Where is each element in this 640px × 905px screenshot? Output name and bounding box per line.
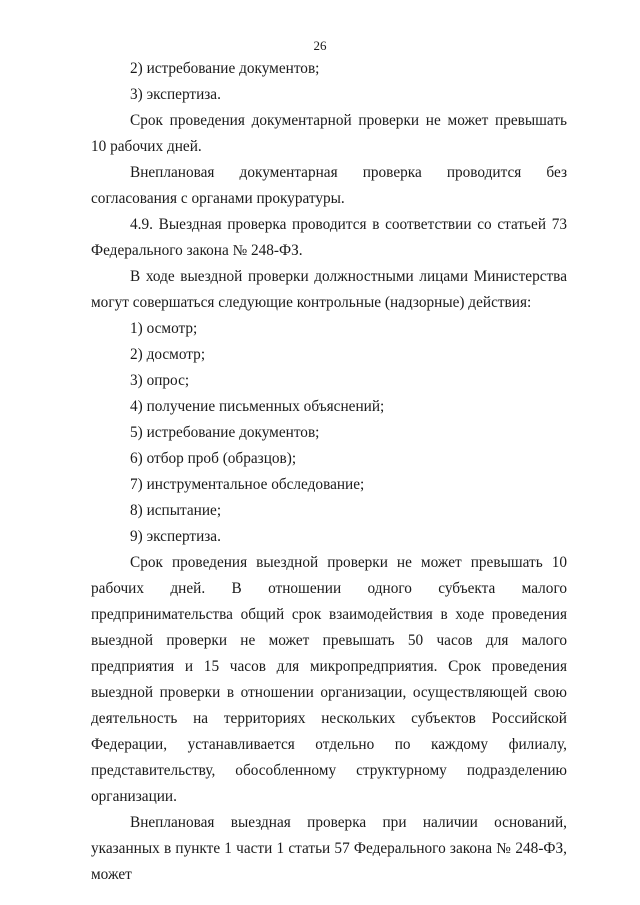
- paragraph-documentary-term: Срок проведения документарной проверки не может превышать 10 рабочих дней.: [91, 112, 567, 155]
- list-item-expertise-2: 9) экспертиза.: [130, 528, 221, 545]
- list-item-testing: 8) испытание;: [130, 502, 222, 519]
- list-item-documents-request-2: 5) истребование документов;: [130, 424, 320, 441]
- paragraph-control-actions-intro: В ходе выездной проверки должностными лицами Министерства могут совершаться следующие контрольные (надзорные) действия:: [91, 268, 567, 311]
- list-item-survey: 3) опрос;: [130, 372, 190, 389]
- page-number: 26: [313, 38, 327, 53]
- paragraph-unscheduled-onsite: Внеплановая выездная проверка при наличии оснований, указанных в пункте 1 части 1 статьи 57 Федерального закона № 248-ФЗ, может: [91, 814, 567, 883]
- list-item-search: 2) досмотр;: [130, 346, 206, 363]
- list-item-written-explanations: 4) получение письменных объяснений;: [130, 398, 385, 415]
- document-body: [91, 56, 567, 888]
- list-item-sampling: 6) отбор проб (образцов);: [130, 450, 297, 467]
- paragraph-onsite-term: Срок проведения выездной проверки не может превышать 10 рабочих дней. В отношении одного субъекта малого предпринимательства общий срок взаимодействия в ходе проведения выездной проверки не может превышать 50 часов для малого предприятия и 15 часов для микропредприятия. Срок проведения выездной проверки в отношении организации, осуществляющей свою деятельность на территориях нескольких субъектов Российской Федерации, устанавливается отдельно по каждому филиалу, представительству, обособленному структурному подразделению организации.: [91, 554, 567, 805]
- list-item-documents-request: 2) истребование документов;: [130, 60, 320, 77]
- list-item-instrumental-examination: 7) инструментальное обследование;: [130, 476, 365, 493]
- paragraph-section-4-9: 4.9. Выездная проверка проводится в соответствии со статьей 73 Федерального закона № 248-ФЗ.: [91, 216, 567, 259]
- list-item-expertise: 3) экспертиза.: [130, 86, 221, 103]
- list-item-inspection: 1) осмотр;: [130, 320, 198, 337]
- paragraph-unscheduled-documentary: Внеплановая документарная проверка проводится без согласования с органами прокуратуры.: [91, 164, 567, 207]
